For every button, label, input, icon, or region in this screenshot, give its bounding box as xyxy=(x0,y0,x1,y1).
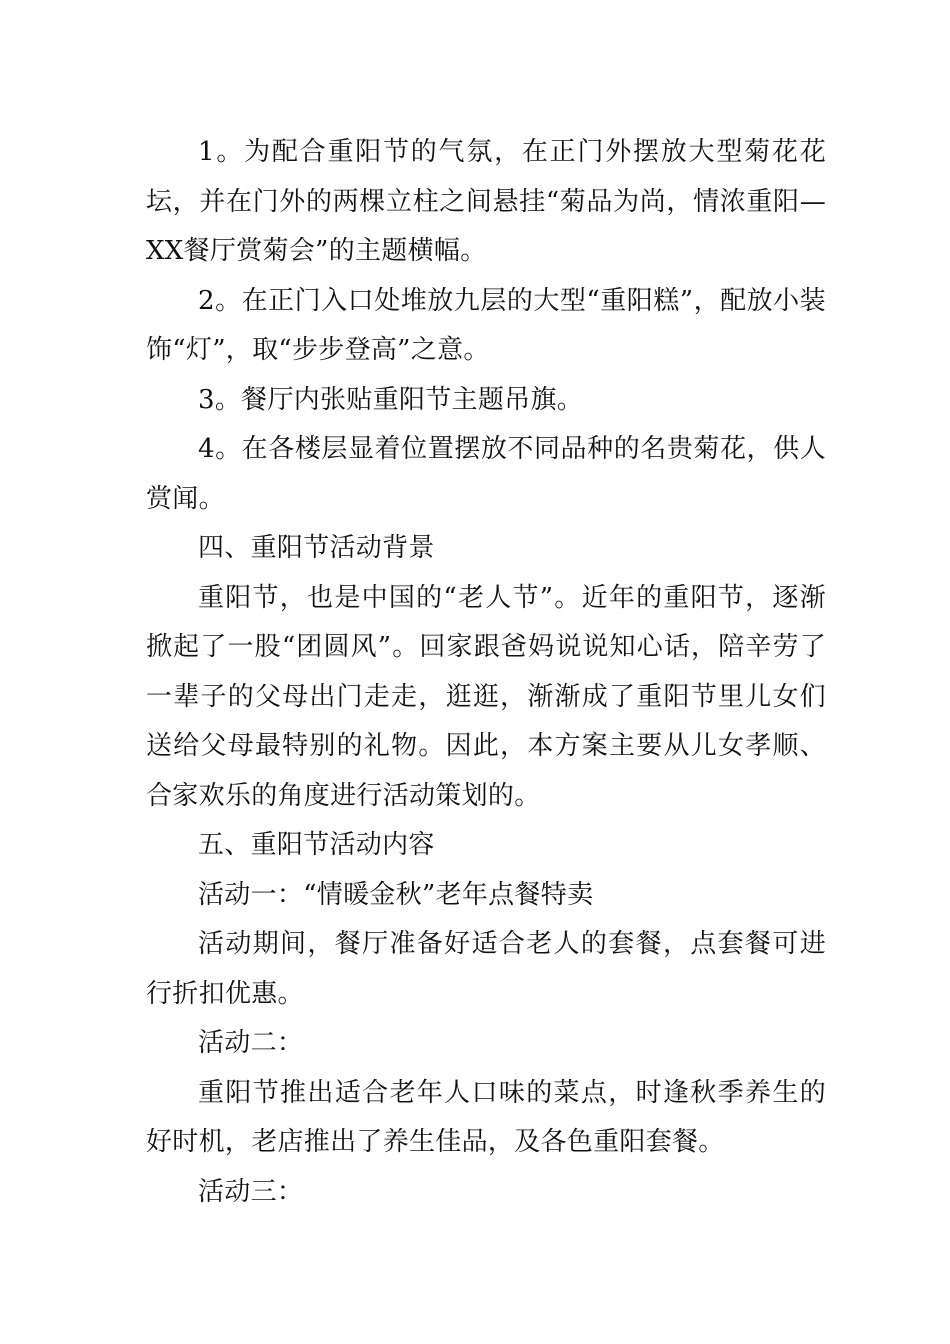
section-heading-background: 四、重阳节活动背景 xyxy=(198,533,435,563)
document-body xyxy=(146,128,826,1217)
activity-one-heading: 活动一：“情暖金秋”老年点餐特卖 xyxy=(198,879,594,910)
paragraph-background: 重阳节，也是中国的“老人节”。近年的重阳节，逐渐掀起了一股“团圆风”。回家跟爸妈说说知心话，陪辛劳了一辈子的父母出门走走，逛逛，渐渐成了重阳节里儿女们送给父母最特别的礼物。因此，本方案主要从儿女孝顺、合家欢乐的角度进行活动策划的。 xyxy=(146,582,826,811)
activity-one-text: 活动期间，餐厅准备好适合老人的套餐，点套餐可进行折扣优惠。 xyxy=(146,929,826,1009)
paragraph-decoration-3: 3。餐厅内张贴重阳节主题吊旗。 xyxy=(198,384,584,415)
section-heading-content: 五、重阳节活动内容 xyxy=(198,830,435,860)
activity-three-heading: 活动三： xyxy=(198,1176,304,1207)
paragraph-decoration-1: 1。为配合重阳节的气氛，在正门外摆放大型菊花花坛，并在门外的两棵立柱之间悬挂“菊品为尚，情浓重阳—XX餐厅赏菊会”的主题横幅。 xyxy=(146,137,826,266)
activity-two-heading: 活动二： xyxy=(198,1028,304,1058)
activity-two-text: 重阳节推出适合老年人口味的菜点，时逢秋季养生的好时机，老店推出了养生佳品，及各色重阳套餐。 xyxy=(146,1077,826,1157)
paragraph-decoration-4: 4。在各楼层显着位置摆放不同品种的名贵菊花，供人赏闻。 xyxy=(146,434,826,514)
paragraph-decoration-2: 2。在正门入口处堆放九层的大型“重阳糕”，配放小装饰“灯”，取“步步登高”之意。 xyxy=(146,285,826,365)
